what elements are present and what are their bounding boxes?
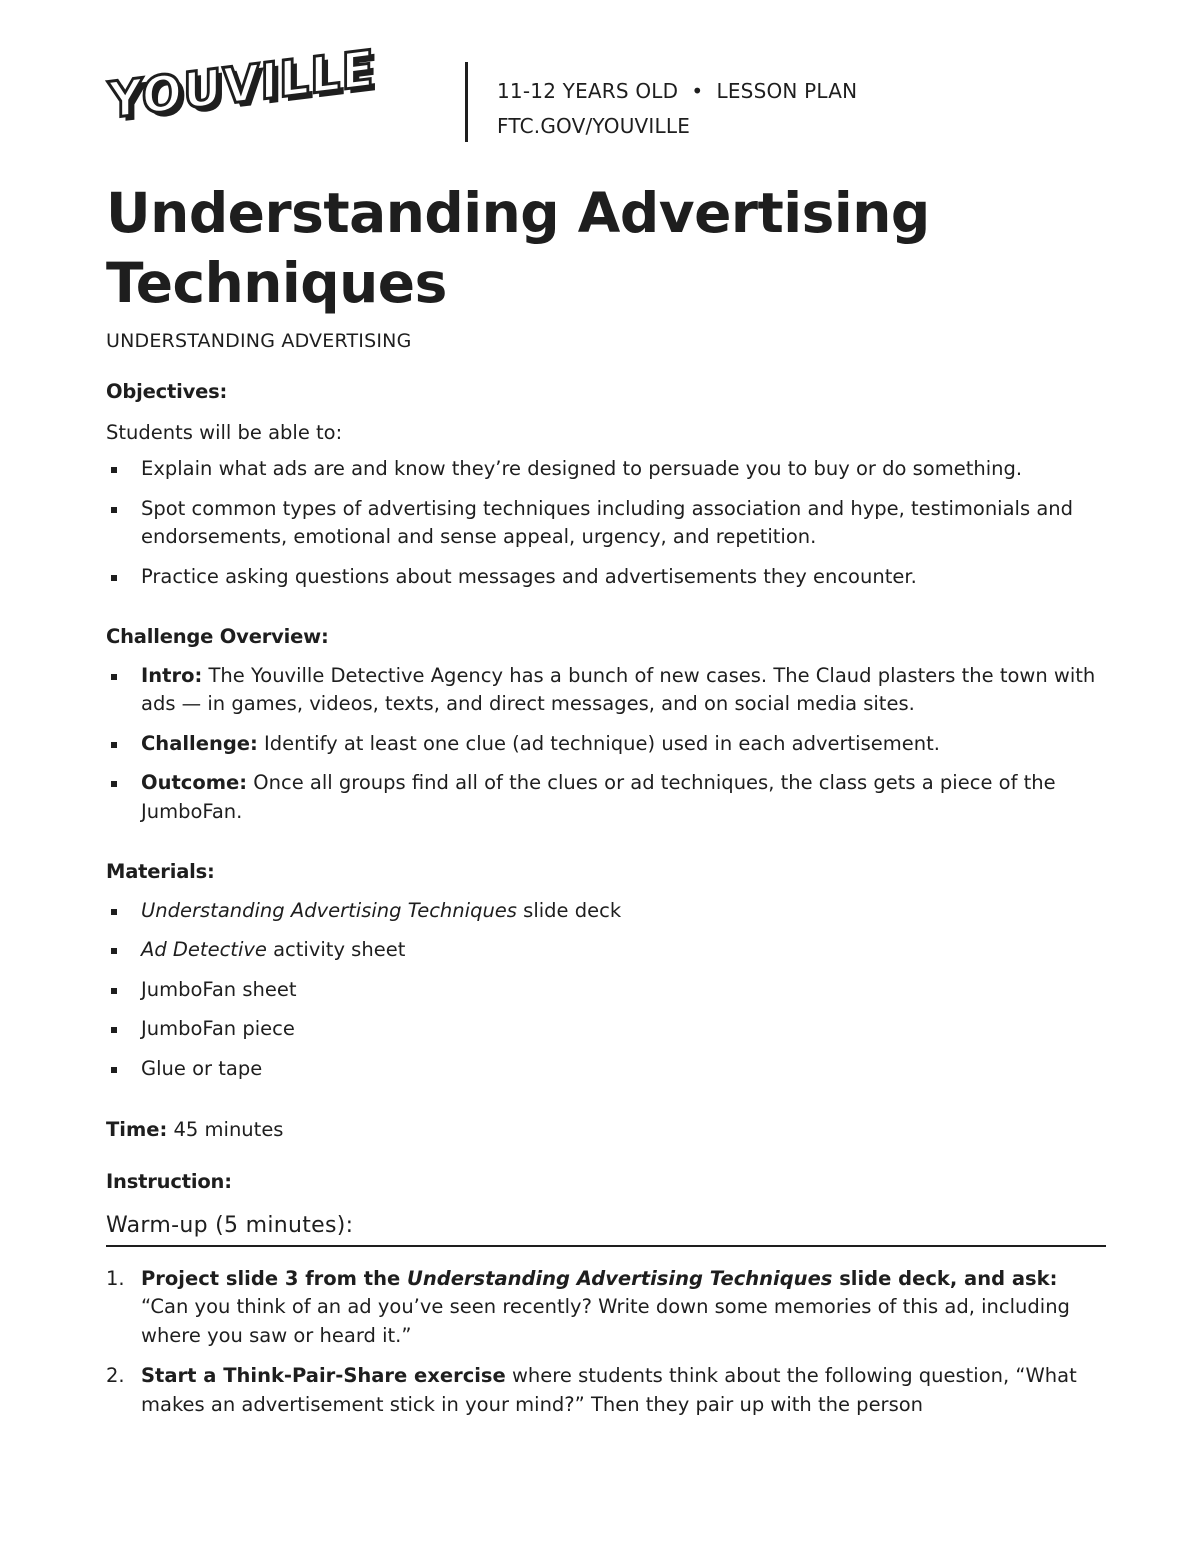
title-line-2: Techniques	[106, 251, 447, 315]
material-item: Glue or tape	[106, 1055, 1106, 1084]
challenge-item-intro: Intro: The Youville Detective Agency has a bunch of new cases. The Claud plasters the town with ads — in games, videos, texts, and direct messages, and on social media sites.	[106, 662, 1106, 719]
age-label: 11-12 YEARS OLD	[497, 79, 679, 103]
challenge-item-challenge: Challenge: Identify at least one clue (ad technique) used in each advertisement.	[106, 730, 1106, 759]
separator-dot: •	[691, 79, 704, 103]
objective-item: Explain what ads are and know they’re designed to persuade you to buy or do something.	[106, 455, 1106, 484]
title-line-1: Understanding Advertising	[106, 181, 930, 245]
instruction-heading: Instruction:	[106, 1169, 232, 1193]
objectives-list	[106, 455, 1106, 591]
subject-label: UNDERSTANDING ADVERTISING	[106, 330, 412, 352]
material-item: Understanding Advertising Techniques slide deck	[106, 897, 1106, 926]
objectives-lead: Students will be able to:	[106, 420, 343, 444]
material-item: JumboFan piece	[106, 1015, 1106, 1044]
material-item: JumboFan sheet	[106, 976, 1106, 1005]
youville-logo	[108, 39, 444, 138]
page-title	[106, 178, 1106, 318]
doc-type-label: LESSON PLAN	[716, 79, 858, 103]
materials-list	[106, 897, 1106, 1084]
site-url: FTC.GOV/YOUVILLE	[497, 114, 691, 138]
header-divider	[465, 62, 468, 142]
challenge-list	[106, 662, 1106, 827]
warmup-step: 2. Start a Think-Pair-Share exercise where students think about the following question, “What makes an advertisement stick in your mind?” Then they pair up with the person	[106, 1364, 1077, 1416]
objectives-heading: Objectives:	[106, 380, 228, 403]
warmup-step: 1. Project slide 3 from the Understanding Advertising Techniques slide deck, and ask: “Can you think of an ad you’ve seen recently? Write down some memories of this ad, including where you saw or heard it.”	[106, 1266, 1070, 1347]
header-info	[497, 74, 857, 144]
objective-item: Spot common types of advertising techniques including association and hype, testimonials and endorsements, emotional and sense appeal, urgency, and repetition.	[106, 495, 1106, 552]
challenge-heading: Challenge Overview:	[106, 625, 329, 648]
warmup-steps	[106, 1265, 1106, 1420]
warmup-heading: Warm-up (5 minutes):	[106, 1212, 1106, 1247]
materials-heading: Materials:	[106, 860, 215, 883]
challenge-item-outcome: Outcome: Once all groups find all of the clues or ad techniques, the class gets a piece of the JumboFan.	[106, 769, 1106, 826]
step-number: 2.	[106, 1364, 125, 1387]
step-number: 1.	[106, 1266, 125, 1290]
objective-item: Practice asking questions about messages and advertisements they encounter.	[106, 563, 1106, 592]
lesson-content	[106, 378, 1106, 1419]
material-item: Ad Detective activity sheet	[106, 936, 1106, 965]
logo-wordmark: YOUVILLE	[108, 39, 375, 130]
time-line: Time: 45 minutes	[106, 1118, 284, 1141]
audience-line	[497, 74, 857, 109]
